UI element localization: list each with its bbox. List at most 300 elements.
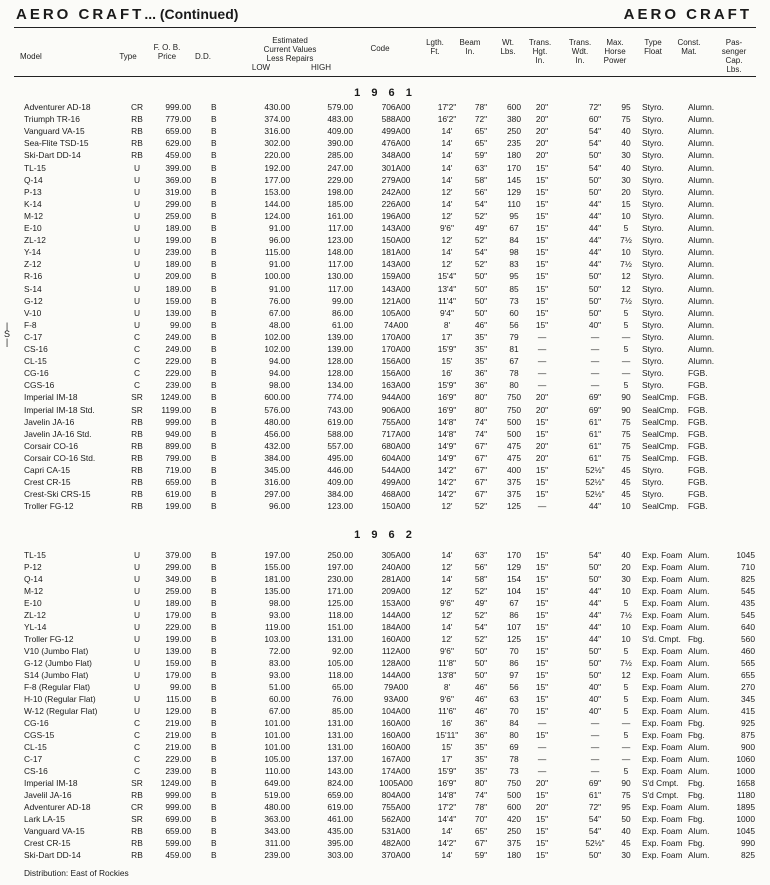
cell-low: 155.00: [264, 562, 290, 572]
cell-high: 131.00: [327, 730, 353, 740]
cell-model: Corsair CO-16: [24, 440, 78, 451]
cell-code: 279A00: [381, 174, 411, 185]
cell-type: U: [133, 706, 141, 716]
cell-hp: 90: [621, 404, 631, 415]
cell-type: RB: [131, 138, 143, 149]
cell-high: 151.00: [327, 622, 353, 632]
cell-beam: 46": [474, 694, 488, 704]
cell-mat: Alum.: [688, 742, 710, 752]
cell-model: P-13: [24, 186, 42, 197]
cell-mat: Alum.: [688, 622, 710, 632]
cell-mat: Alumn.: [688, 102, 715, 112]
cell-hgt: 15": [535, 247, 549, 258]
cell-code: 160A00: [381, 742, 411, 752]
cell-low: 135.00: [264, 586, 290, 596]
cell-type: U: [133, 694, 141, 704]
cell-lgth: 14': [441, 574, 453, 584]
cell-float: Styro.: [642, 210, 664, 221]
cell-dd: B: [211, 682, 217, 692]
cell-wdt: —: [590, 754, 600, 764]
cell-low: 124.00: [264, 210, 290, 221]
col-header-trans-width: Trans. Wdt. In.: [568, 38, 592, 65]
cell-low: 480.00: [264, 416, 290, 427]
cell-hp: 40: [621, 162, 631, 173]
cell-lgth: 12': [441, 210, 453, 221]
cell-price: 139.00: [165, 646, 191, 656]
cell-hgt: 15": [535, 210, 549, 221]
cell-hgt: 15": [535, 271, 549, 282]
cell-dd: B: [211, 271, 217, 282]
cell-price: 259.00: [165, 210, 191, 221]
cell-code: 156A00: [381, 356, 411, 367]
cell-dd: B: [211, 766, 217, 776]
cell-model: Imperial IM-18: [24, 392, 78, 403]
cell-lgth: 11'4": [438, 295, 456, 306]
cell-mat: Alum.: [688, 646, 710, 656]
cell-hgt: 15": [535, 174, 549, 185]
cell-price: 319.00: [165, 186, 191, 197]
cell-wt: 500: [507, 428, 521, 439]
table-row: [14, 465, 756, 475]
cell-beam: 49": [474, 598, 488, 608]
cell-code: 143A00: [381, 283, 411, 294]
cell-dd: B: [211, 356, 217, 367]
cell-hgt: 20": [535, 150, 549, 161]
cell-high: 131.00: [327, 742, 353, 752]
cell-high: 171.00: [327, 586, 353, 596]
cell-dd: B: [211, 754, 217, 764]
cell-type: C: [133, 368, 141, 379]
cell-dd: B: [211, 259, 217, 270]
cell-dd: B: [211, 670, 217, 680]
cell-hgt: 20": [535, 126, 549, 137]
cell-price: 779.00: [165, 114, 191, 125]
cell-mat: Fbg.: [688, 790, 705, 800]
cell-wdt: —: [590, 718, 600, 728]
cell-mat: FGB.: [688, 465, 708, 475]
cell-price: 659.00: [165, 126, 191, 137]
cell-low: 98.00: [269, 598, 290, 608]
cell-high: 117.00: [328, 259, 353, 270]
cell-mat: Alumn.: [688, 223, 715, 233]
cell-wdt: 50": [588, 670, 602, 680]
col-header-beam: Beam In.: [459, 38, 481, 56]
cell-float: Styro.: [642, 114, 664, 125]
cell-price: 619.00: [165, 489, 191, 500]
cell-lgth: 14': [441, 162, 453, 173]
cell-type: RB: [131, 452, 143, 463]
table-row: [14, 150, 756, 160]
col-header-high: HIGH: [311, 63, 331, 72]
cell-pass: 1895: [736, 802, 755, 812]
cell-lgth: 11'8": [438, 658, 456, 668]
cell-pass: 560: [741, 634, 755, 644]
cell-dd: B: [211, 392, 217, 403]
cell-price: 999.00: [165, 802, 191, 812]
cell-hgt: 15": [535, 477, 549, 488]
cell-beam: 36": [474, 368, 488, 379]
cell-price: 459.00: [165, 850, 191, 860]
cell-wt: 250: [507, 126, 521, 137]
cell-beam: 56": [474, 186, 488, 197]
cell-wt: 170: [507, 162, 521, 173]
table-row: [14, 284, 756, 294]
cell-code: 499A00: [381, 477, 411, 488]
cell-dd: B: [211, 778, 217, 788]
cell-hgt: 15": [535, 706, 549, 716]
cell-mat: Alum.: [688, 598, 710, 608]
table-row: [14, 332, 756, 342]
table-row: [14, 622, 756, 632]
cell-hgt: 15": [535, 622, 549, 632]
cell-float: Exp. Foam: [642, 850, 683, 860]
cell-wt: 235: [507, 138, 521, 149]
cell-mat: Alum.: [688, 826, 710, 836]
cell-wt: 400: [507, 465, 521, 475]
cell-low: 51.00: [269, 682, 290, 692]
year-heading-1961: 1 9 6 1: [354, 87, 416, 99]
cell-price: 299.00: [165, 198, 191, 209]
cell-dd: B: [211, 210, 217, 221]
cell-beam: 35": [474, 742, 488, 752]
cell-type: C: [133, 730, 141, 740]
cell-high: 143.00: [327, 766, 353, 776]
cell-model: G-12: [24, 295, 43, 306]
cell-high: 125.00: [327, 598, 353, 608]
table-row: [14, 778, 756, 788]
cell-hp: 30: [621, 174, 631, 185]
cell-float: Exp. Foam: [642, 682, 683, 692]
cell-code: 226A00: [381, 198, 411, 209]
cell-dd: B: [211, 718, 217, 728]
cell-wt: 750: [507, 404, 521, 415]
cell-wt: 95: [509, 210, 519, 221]
cell-model: CS-16: [24, 344, 48, 354]
cell-price: 949.00: [165, 428, 191, 439]
cell-float: Styro.: [642, 465, 664, 475]
cell-beam: 74": [474, 428, 488, 439]
cell-lgth: 16': [441, 718, 453, 728]
cell-model: V10 (Jumbo Flat): [24, 646, 89, 656]
cell-wdt: 44": [588, 198, 602, 209]
cell-low: 101.00: [264, 718, 290, 728]
cell-beam: 58": [474, 574, 488, 584]
cell-dd: B: [211, 586, 217, 596]
cell-low: 192.00: [264, 162, 290, 173]
cell-wt: 78: [509, 754, 519, 764]
cell-price: 1199.00: [161, 404, 191, 415]
cell-low: 649.00: [264, 778, 290, 788]
cell-wdt: —: [590, 380, 600, 391]
cell-dd: B: [211, 452, 217, 463]
col-header-horsepower: Max. Horse Power: [603, 38, 627, 65]
cell-high: 117.00: [328, 223, 353, 233]
cell-type: U: [133, 186, 141, 197]
cell-mat: Alum.: [688, 670, 710, 680]
table-row: [14, 417, 756, 427]
cell-lgth: 12': [441, 235, 453, 246]
cell-beam: 52": [474, 610, 488, 620]
cell-mat: Alumn.: [688, 319, 715, 330]
page-title: [16, 6, 238, 23]
cell-beam: 49": [474, 223, 488, 233]
cell-wdt: —: [590, 356, 600, 367]
cell-dd: B: [211, 283, 217, 294]
cell-hp: 12: [621, 271, 631, 282]
cell-low: 103.00: [264, 634, 290, 644]
cell-price: 899.00: [165, 440, 191, 451]
cell-pass: 1060: [736, 754, 755, 764]
cell-low: 343.00: [264, 826, 290, 836]
cell-hgt: 20": [535, 114, 549, 125]
cell-hgt: 15": [535, 186, 549, 197]
table-row: [14, 126, 756, 136]
cell-dd: B: [211, 223, 217, 233]
cell-mat: Alumn.: [688, 138, 715, 149]
cell-low: 363.00: [264, 814, 290, 824]
cell-float: Exp. Foam: [642, 814, 683, 824]
cell-lgth: 17'2": [437, 802, 457, 812]
cell-hp: 45: [621, 838, 631, 848]
cell-lgth: 14'8": [437, 416, 457, 427]
table-row: [14, 670, 756, 680]
cell-wt: 84: [509, 718, 519, 728]
cell-hgt: 15": [535, 598, 549, 608]
cell-high: 197.00: [327, 562, 353, 572]
cell-high: 409.00: [327, 477, 353, 488]
cell-type: RB: [131, 150, 143, 161]
cell-high: 123.00: [327, 501, 353, 512]
cell-code: 544A00: [381, 465, 411, 475]
cell-model: Y-14: [24, 247, 41, 258]
cell-pass: 1045: [736, 550, 755, 560]
cell-float: Styro.: [642, 271, 664, 282]
cell-dd: B: [211, 344, 217, 354]
cell-type: RB: [131, 477, 143, 488]
cell-hp: —: [621, 742, 631, 752]
cell-price: 239.00: [165, 247, 191, 258]
cell-dd: B: [211, 694, 217, 704]
cell-mat: Alumn.: [688, 114, 715, 125]
cell-pass: 875: [741, 730, 755, 740]
table-row: [14, 574, 756, 584]
cell-low: 60.00: [269, 694, 290, 704]
cell-price: 379.00: [165, 550, 191, 560]
cell-float: Exp. Foam: [642, 754, 683, 764]
cell-wdt: 61": [588, 790, 602, 800]
cell-beam: 67": [474, 838, 488, 848]
cell-beam: 67": [474, 489, 488, 500]
cell-float: SealCmp.: [642, 452, 679, 463]
cell-model: Adventurer AD-18: [24, 802, 91, 812]
cell-beam: 46": [474, 682, 488, 692]
cell-pass: 565: [741, 658, 755, 668]
cell-type: RB: [131, 465, 143, 475]
cell-high: 105.00: [327, 658, 353, 668]
cell-wt: 86: [509, 610, 519, 620]
cell-high: 409.00: [327, 126, 353, 137]
cell-wt: 375: [507, 477, 521, 488]
cell-price: 249.00: [165, 331, 191, 342]
cell-mat: FGB.: [688, 452, 708, 463]
cell-high: 619.00: [327, 802, 353, 812]
table-row: [14, 646, 756, 656]
header-bottom-rule: [14, 76, 756, 77]
cell-wt: 70: [509, 646, 519, 656]
cell-hp: 12: [621, 670, 631, 680]
cell-price: 239.00: [165, 380, 191, 391]
cell-wt: 420: [507, 814, 521, 824]
cell-mat: Alum.: [688, 802, 710, 812]
cell-wdt: 44": [588, 634, 602, 644]
cell-wdt: —: [590, 742, 600, 752]
cell-float: Exp. Foam: [642, 742, 683, 752]
cell-lgth: 14': [441, 850, 453, 860]
cell-beam: 50": [474, 271, 488, 282]
cell-hp: 30: [621, 150, 631, 161]
table-row: [14, 429, 756, 439]
cell-code: 281A00: [381, 574, 411, 584]
cell-high: 76.00: [332, 694, 353, 704]
col-header-construction: Const. Mat.: [677, 38, 701, 56]
cell-type: CR: [130, 102, 144, 112]
cell-float: Exp. Foam: [642, 574, 683, 584]
cell-code: 121A00: [381, 295, 411, 306]
cell-float: SealCmp.: [642, 404, 679, 415]
cell-low: 91.00: [269, 259, 290, 270]
cell-hgt: 15": [535, 646, 549, 656]
cell-beam: 54": [474, 622, 488, 632]
cell-hgt: 15": [535, 235, 549, 246]
brand-title-right: AERO CRAFT: [623, 6, 752, 23]
cell-model: Ski-Dart DD-14: [24, 850, 81, 860]
cell-model: Corsair CO-16 Std.: [24, 452, 96, 463]
cell-mat: FGB.: [688, 440, 708, 451]
cell-lgth: 17': [441, 331, 453, 342]
cell-hp: 12: [621, 283, 631, 294]
cell-code: 499A00: [381, 126, 411, 137]
cell-dd: B: [211, 622, 217, 632]
cell-code: 160A00: [381, 634, 411, 644]
cell-lgth: 15': [441, 356, 453, 367]
cell-low: 384.00: [264, 452, 290, 463]
cell-code: 143A00: [381, 259, 411, 270]
cell-wt: 78: [509, 368, 519, 379]
cell-mat: Alum.: [688, 754, 710, 764]
cell-lgth: 9'6": [440, 694, 454, 704]
cell-high: 198.00: [327, 186, 353, 197]
cell-float: SealCmp.: [642, 416, 679, 427]
cell-pass: 900: [741, 742, 755, 752]
cell-hp: 5: [623, 223, 629, 233]
cell-lgth: 17': [441, 754, 453, 764]
cell-float: SealCmp.: [642, 501, 679, 512]
cell-model: C-17: [24, 331, 43, 342]
cell-wt: 95: [509, 271, 519, 282]
table-row: [14, 586, 756, 596]
cell-wdt: 44": [588, 247, 602, 258]
cell-beam: 46": [474, 706, 488, 716]
cell-high: 461.00: [327, 814, 353, 824]
cell-mat: Fbg.: [688, 814, 705, 824]
cell-code: 370A00: [381, 850, 411, 860]
cell-beam: 52": [474, 501, 488, 512]
cell-model: Adventurer AD-18: [24, 102, 91, 112]
cell-code: 531A00: [381, 826, 411, 836]
cell-wdt: 69": [588, 778, 602, 788]
cell-beam: 80": [474, 392, 488, 403]
cell-hp: 5: [623, 380, 629, 391]
cell-float: Exp. Foam: [642, 550, 683, 560]
cell-type: SR: [131, 814, 143, 824]
cell-float: Styro.: [642, 162, 664, 173]
cell-type: RB: [131, 826, 143, 836]
table-row: [14, 102, 756, 112]
cell-model: W-12 (Regular Flat): [24, 706, 98, 716]
cell-lgth: 13'8": [437, 670, 457, 680]
cell-float: Exp. Foam: [642, 610, 683, 620]
cell-mat: Fbg.: [688, 718, 705, 728]
cell-model: CL-15: [24, 356, 47, 367]
cell-high: 824.00: [327, 778, 353, 788]
cell-price: 299.00: [165, 562, 191, 572]
cell-hgt: 15": [535, 814, 549, 824]
cell-hgt: 20": [535, 404, 549, 415]
cell-code: 159A00: [381, 271, 411, 282]
cell-dd: B: [211, 307, 217, 318]
cell-hp: 5: [623, 344, 629, 354]
cell-mat: Alumn.: [688, 162, 715, 173]
cell-wt: 60: [509, 307, 519, 318]
cell-hgt: 15": [535, 682, 549, 692]
table-row: [14, 838, 756, 848]
cell-low: 67.00: [269, 706, 290, 716]
cell-hgt: 15": [535, 838, 549, 848]
cell-wt: 73: [509, 766, 519, 776]
cell-beam: 70": [474, 814, 488, 824]
cell-mat: Alum.: [688, 610, 710, 620]
cell-beam: 80": [474, 404, 488, 415]
cell-hgt: 15": [535, 574, 549, 584]
cell-beam: 50": [474, 670, 488, 680]
cell-beam: 72": [474, 114, 488, 125]
cell-low: 105.00: [264, 754, 290, 764]
title-continued: ... (Continued): [144, 6, 239, 22]
cell-wdt: 52½": [585, 489, 605, 500]
cell-lgth: 11'6": [438, 706, 456, 716]
cell-float: Exp. Foam: [642, 562, 683, 572]
cell-price: 199.00: [165, 235, 191, 246]
cell-hgt: 15": [535, 198, 549, 209]
cell-high: 659.00: [327, 790, 353, 800]
cell-wdt: 44": [588, 235, 602, 246]
cell-model: Triumph TR-16: [24, 114, 80, 125]
cell-dd: B: [211, 162, 217, 173]
cell-low: 101.00: [264, 730, 290, 740]
table-row: [14, 706, 756, 716]
table-row: [14, 308, 756, 318]
cell-high: 131.00: [327, 718, 353, 728]
cell-lgth: 14'2": [437, 465, 457, 475]
cell-hgt: 15": [535, 586, 549, 596]
cell-wdt: 69": [588, 404, 602, 415]
cell-hp: 15: [621, 198, 631, 209]
cell-low: 345.00: [264, 465, 290, 475]
cell-low: 316.00: [264, 126, 290, 137]
cell-float: Exp. Foam: [642, 802, 683, 812]
cell-lgth: 15'9": [437, 344, 457, 354]
cell-type: RB: [131, 440, 143, 451]
